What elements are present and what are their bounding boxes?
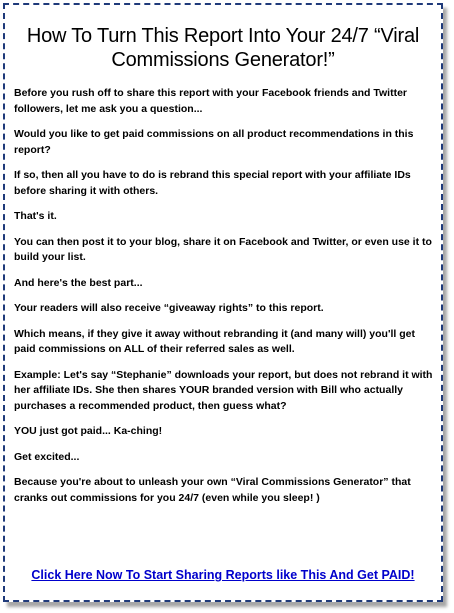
- report-frame: [3, 3, 443, 602]
- paragraph: YOU just got paid... Ka-ching!: [14, 425, 163, 437]
- cta-link[interactable]: Click Here Now To Start Sharing Reports like This And Get PAID!: [31, 568, 415, 582]
- paragraph: You can then post it to your blog, share it on Facebook and Twitter, or even use it to build your list.: [14, 235, 432, 263]
- paragraph: Before you rush off to share this report with your Facebook friends and Twitter followers, let me ask you a question...: [14, 87, 408, 115]
- report-body: [14, 86, 433, 506]
- page-title: How To Turn This Report Into Your 24/7 “Viral Commissions Generator!”: [26, 25, 420, 71]
- paragraph: Example: Let's say “Stephanie” downloads your report, but does not rebrand it with her affiliate IDs. She then shares YOUR branded version with Bill who actually purchases a recommended product, then guess what?: [14, 368, 433, 412]
- paragraph: And here's the best part...: [14, 276, 143, 289]
- paragraph: Because you're about to unleash your own “Viral Commissions Generator” that cranks out commissions for you 24/7 (even while you sleep! ): [14, 476, 411, 504]
- paragraph: Get excited...: [14, 450, 80, 463]
- paragraph: If so, then all you have to do is rebrand this special report with your affiliate IDs before sharing it with others.: [14, 169, 411, 197]
- paragraph: That's it.: [14, 210, 57, 222]
- paragraph: Your readers will also receive “giveaway rights” to this report.: [14, 302, 324, 314]
- paragraph: Which means, if they give it away without rebranding it (and many will) you'll get paid commissions on ALL of their referred sales as well.: [14, 327, 415, 355]
- paragraph: Would you like to get paid commissions on all product recommendations in this report?: [14, 128, 414, 156]
